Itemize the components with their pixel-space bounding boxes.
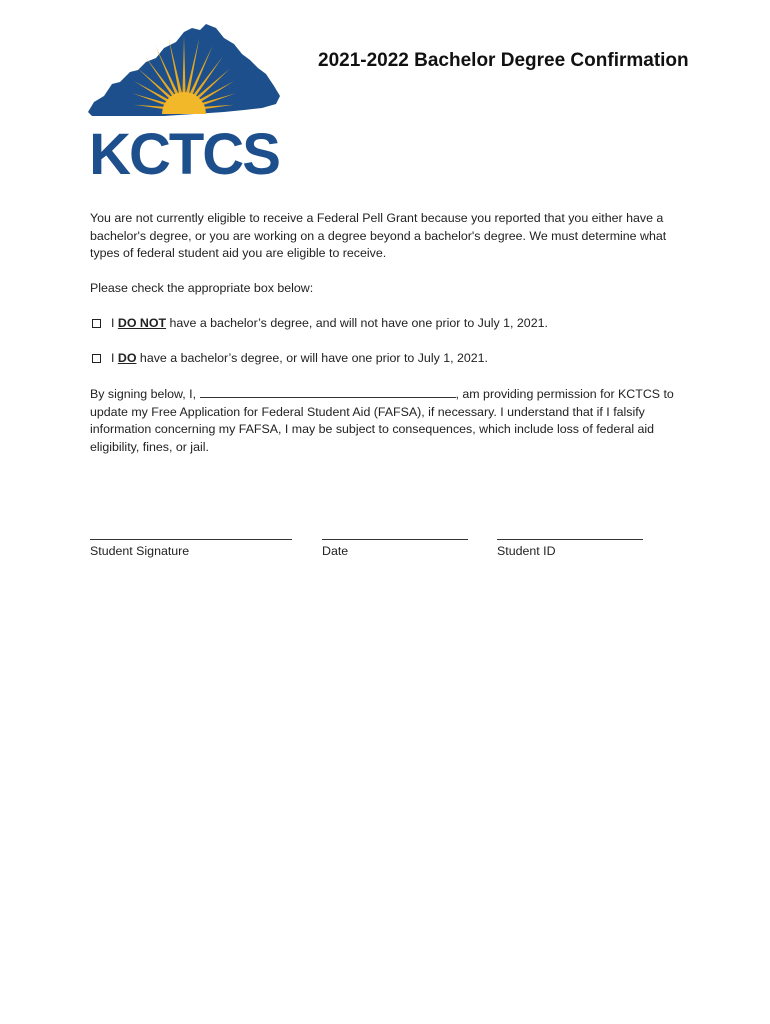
consent-paragraph xyxy=(90,386,690,456)
instruction-text: Please check the appropriate box below: xyxy=(90,281,314,295)
signature-label: Student Signature xyxy=(90,544,190,558)
option-suffix: have a bachelor’s degree, and will not have one prior to July 1, 2021. xyxy=(166,316,548,330)
student-id-line[interactable] xyxy=(497,530,643,540)
option-suffix: have a bachelor’s degree, or will have one prior to July 1, 2021. xyxy=(136,351,488,365)
signature-field[interactable] xyxy=(90,530,292,561)
option-do-not-have-degree[interactable] xyxy=(90,315,548,333)
option-do-have-degree[interactable] xyxy=(90,350,488,368)
name-blank-field[interactable] xyxy=(200,386,456,398)
option-prefix: I xyxy=(111,316,118,330)
student-id-label: Student ID xyxy=(497,544,556,558)
option-prefix: I xyxy=(111,351,118,365)
date-label: Date xyxy=(322,544,349,558)
date-field[interactable] xyxy=(322,530,468,561)
checkbox-do-not-have-degree[interactable] xyxy=(92,319,101,328)
consent-prefix: By signing below, I, xyxy=(90,387,200,401)
student-id-field[interactable] xyxy=(497,530,643,561)
intro-paragraph: You are not currently eligible to receive a Federal Pell Grant because you reported that you either have a bachelor's degree, or you are working on a degree beyond a bachelor's degree. We must determine what types of federal student aid you are eligible to receive. xyxy=(90,211,667,261)
date-line[interactable] xyxy=(322,530,468,540)
page-title: 2021-2022 Bachelor Degree Confirmation xyxy=(318,50,689,71)
kctcs-logo xyxy=(84,24,284,179)
option-emphasis: DO xyxy=(117,351,137,365)
option-emphasis: DO NOT xyxy=(117,316,167,330)
logo-wordmark: KCTCS xyxy=(89,122,279,179)
checkbox-do-have-degree[interactable] xyxy=(92,354,101,363)
consent-suffix: , am providing permission for KCTCS to update my Free Application for Federal Student Aid (FAFSA), if necessary. I understand that if I falsify information concerning my FAFSA, I may be subject to consequences, which include loss of federal aid eligibility, fines, or jail. xyxy=(90,387,674,454)
signature-line[interactable] xyxy=(90,530,292,540)
